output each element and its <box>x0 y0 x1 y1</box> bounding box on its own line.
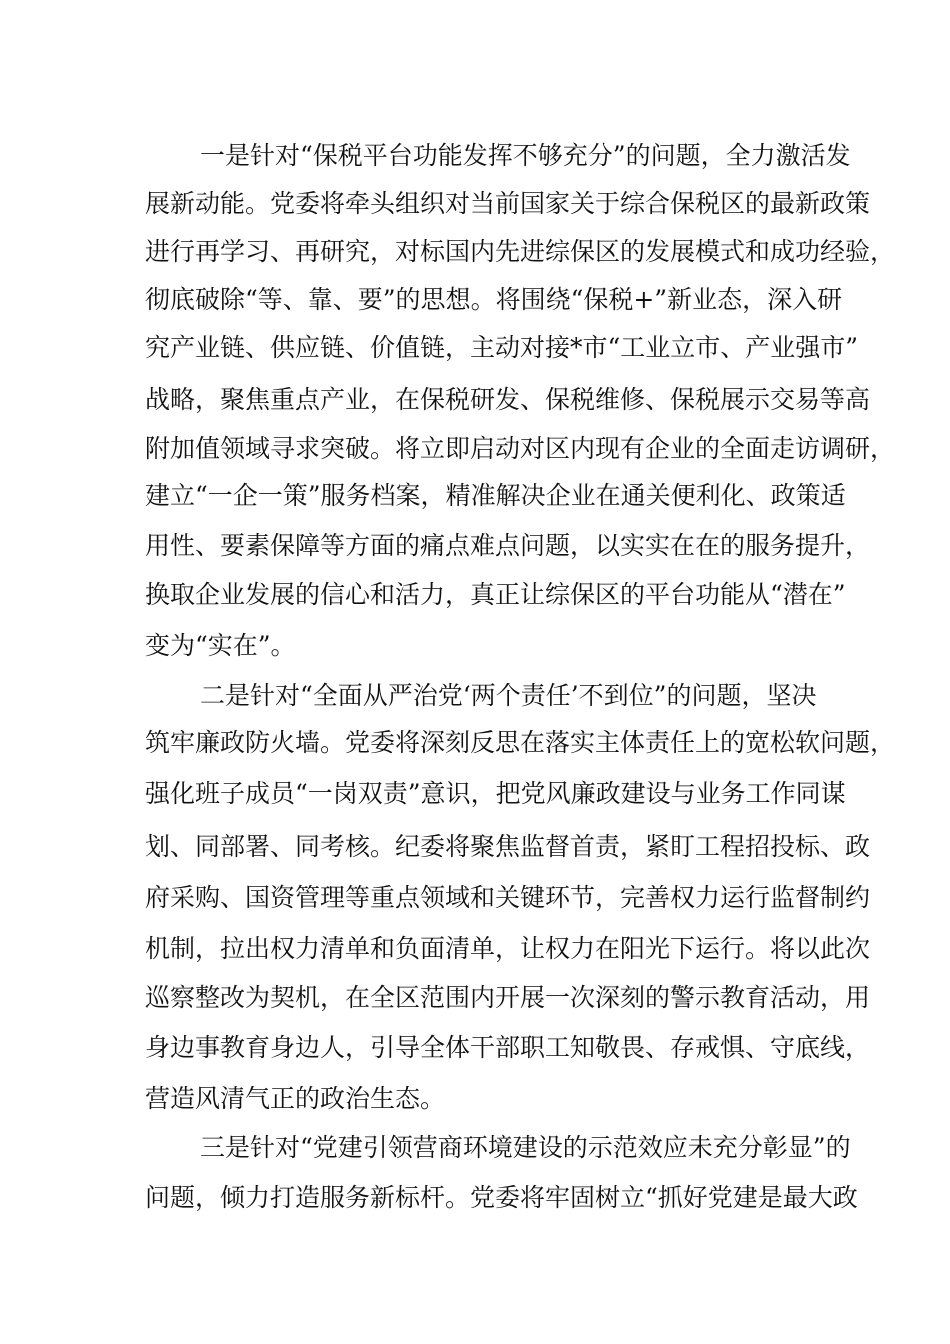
paragraph-1-line-9: 用性、要素保障等方面的痛点难点问题，以实实在在的服务提升， <box>145 531 871 560</box>
paragraph-2-line-4: 划、同部署、同考核。纪委将聚焦监督首责，紧盯工程招投标、政 <box>145 832 871 861</box>
paragraph-1-line-3: 进行再学习、再研究，对标国内先进综保区的发展模式和成功经验， <box>145 237 896 266</box>
paragraph-1-line-7: 附加值领域寻求突破。将立即启动对区内现有企业的全面走访调研， <box>145 434 896 463</box>
paragraph-2-line-3: 强化班子成员“一岗双责”意识，把党风廉政建设与业务工作同谋 <box>145 779 846 808</box>
paragraph-2-line-5: 府采购、国资管理等重点领域和关键环节，完善权力运行监督制约 <box>145 883 871 912</box>
paragraph-3-line-2: 问题，倾力打造服务新标杆。党委将牢固树立“抓好党建是最大政 <box>145 1183 858 1212</box>
paragraph-2-line-8: 身边事教育身边人，引导全体干部职工知敬畏、存戒惧、守底线， <box>145 1033 871 1062</box>
paragraph-2-line-6: 机制，拉出权力清单和负面清单，让权力在阳光下运行。将以此次 <box>145 934 871 963</box>
paragraph-2-line-2: 筑牢廉政防火墙。党委将深刻反思在落实主体责任上的宽松软问题， <box>145 728 896 757</box>
paragraph-2-line-1: 二是针对“全面从严治党‘两个责任’不到位”的问题，坚决 <box>200 681 817 710</box>
paragraph-1-line-5: 究产业链、供应链、价值链，主动对接*市“工业立市、产业强市” <box>145 333 859 362</box>
paragraph-1-line-4: 彻底破除“等、靠、要”的思想。将围绕“保税+”新业态，深入研 <box>145 285 843 314</box>
paragraph-2-line-9: 营造风清气正的政治生态。 <box>145 1084 446 1113</box>
paragraph-3-line-1: 三是针对“党建引领营商环境建设的示范效应未充分彰显”的 <box>200 1133 851 1162</box>
paragraph-1-line-1: 一是针对“保税平台功能发挥不够充分”的问题，全力激活发 <box>200 141 851 170</box>
paragraph-1-line-6: 战略，聚焦重点产业，在保税研发、保税维修、保税展示交易等高 <box>145 385 871 414</box>
paragraph-2-line-7: 巡察整改为契机，在全区范围内开展一次深刻的警示教育活动，用 <box>145 983 871 1012</box>
paragraph-1-line-8: 建立“一企一策”服务档案，精准解决企业在通关便利化、政策适 <box>145 481 846 510</box>
paragraph-1-line-11: 变为“实在”。 <box>145 631 296 660</box>
paragraph-1-line-2: 展新动能。党委将牵头组织对当前国家关于综合保税区的最新政策 <box>145 189 871 218</box>
paragraph-1-line-10: 换取企业发展的信心和活力，真正让综保区的平台功能从“潜在” <box>145 580 846 609</box>
